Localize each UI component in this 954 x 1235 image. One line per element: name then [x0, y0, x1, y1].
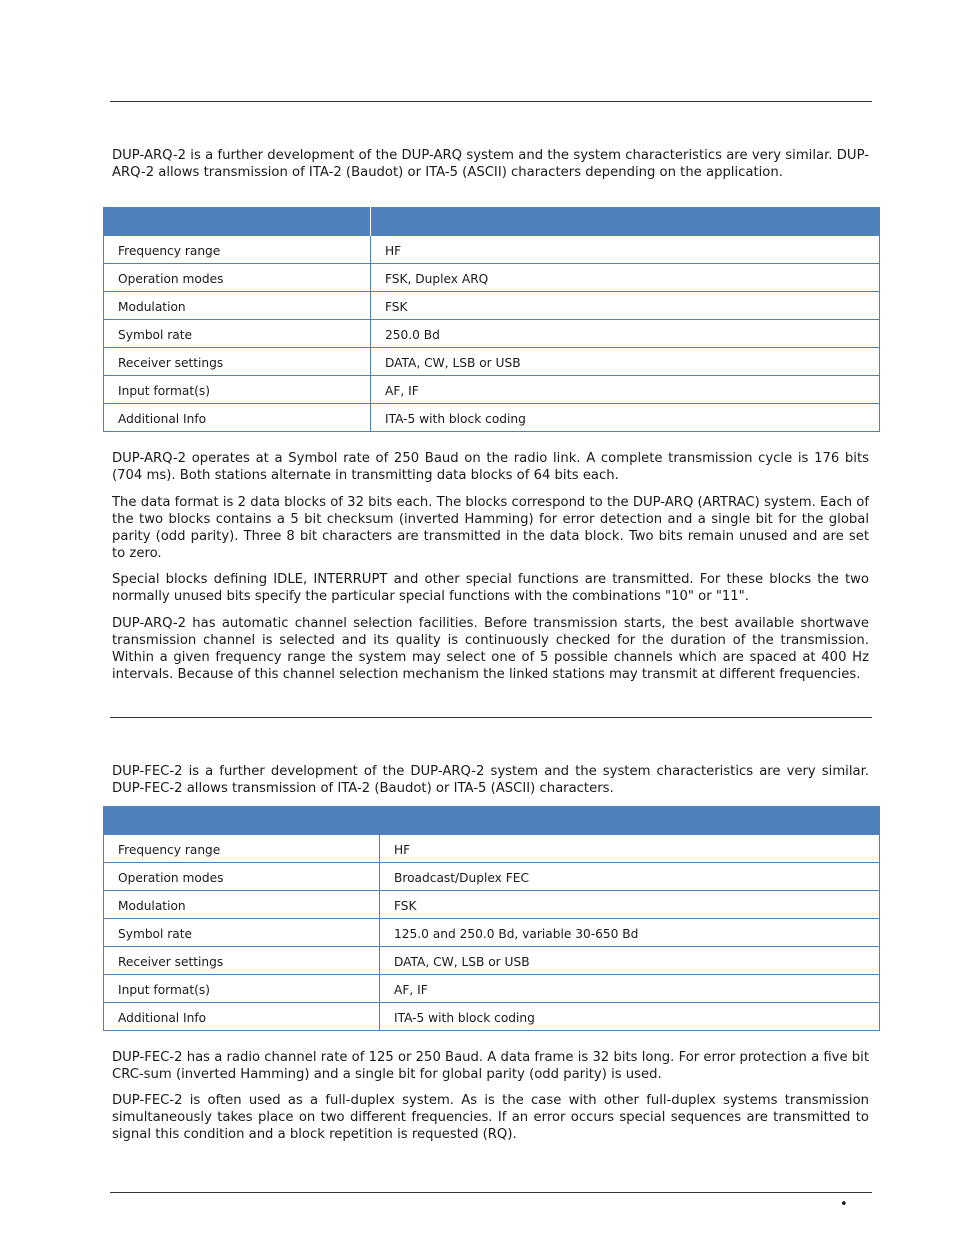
table-row: [104, 292, 880, 320]
spec-label: Frequency range: [104, 236, 371, 264]
table-row: [104, 376, 880, 404]
table-row: [104, 919, 880, 947]
spec-value: ITA-5 with block coding: [371, 404, 880, 432]
header-rule: [110, 101, 872, 102]
dup-arq2-spec-table: [103, 207, 880, 432]
section-divider-rule: [110, 717, 872, 718]
spec-header: [104, 807, 880, 835]
spec-table-header: [104, 807, 880, 835]
dup-arq2-paragraph-timing: DUP-ARQ-2 operates at a Symbol rate of 250 Baud on the radio link. A complete transmission cycle is 176 bits (704 ms). Both stations alternate in transmitting data blocks of 64 bits each.: [112, 451, 869, 483]
spec-value: Broadcast/Duplex FEC: [380, 863, 880, 891]
table-row: [104, 891, 880, 919]
footer-bullet: •: [840, 1197, 848, 1212]
dup-fec2-paragraph-full-duplex: DUP-FEC-2 is often used as a full-duplex system. As is the case with other full-duplex systems transmission simultaneously takes place on two different frequencies. If an error occurs special sequences are transmitted to signal this condition and a block repetition is requested (RQ).: [112, 1093, 869, 1142]
table-row: [104, 264, 880, 292]
footer-rule: [110, 1192, 872, 1193]
spec-value: 250.0 Bd: [371, 320, 880, 348]
table-row: [104, 863, 880, 891]
spec-value: FSK: [371, 292, 880, 320]
spec-table-header: [104, 208, 880, 236]
spec-label: Frequency range: [104, 835, 380, 863]
spec-value: DATA, CW, LSB or USB: [380, 947, 880, 975]
dup-arq2-paragraph-special-blocks: Special blocks defining IDLE, INTERRUPT and other special functions are transmitted. For these blocks the two normally unused bits specify the particular special functions with the combinations "10" or "11".: [112, 572, 869, 604]
dup-fec2-paragraph-channel-rate: DUP-FEC-2 has a radio channel rate of 125 or 250 Baud. A data frame is 32 bits long. For error protection a five bit CRC-sum (inverted Hamming) and a single bit for global parity (odd parity) is used.: [112, 1050, 869, 1082]
spec-label: Symbol rate: [104, 320, 371, 348]
spec-value: ITA-5 with block coding: [380, 1003, 880, 1031]
table-row: [104, 835, 880, 863]
dup-arq2-intro: DUP-ARQ-2 is a further development of the DUP-ARQ system and the system characteristics are very similar. DUP-ARQ-2 allows transmission of ITA-2 (Baudot) or ITA-5 (ASCII) characters depending on the application.: [112, 148, 869, 180]
table-row: [104, 236, 880, 264]
spec-value: HF: [371, 236, 880, 264]
spec-label: Additional Info: [104, 404, 371, 432]
spec-label: Receiver settings: [104, 348, 371, 376]
spec-value: 125.0 and 250.0 Bd, variable 30-650 Bd: [380, 919, 880, 947]
spec-label: Modulation: [104, 891, 380, 919]
spec-label: Operation modes: [104, 264, 371, 292]
spec-header-parameter: [104, 208, 371, 236]
spec-value: HF: [380, 835, 880, 863]
dup-fec2-intro: DUP-FEC-2 is a further development of the DUP-ARQ-2 system and the system characteristics are very similar. DUP-FEC-2 allows transmission of ITA-2 (Baudot) or ITA-5 (ASCII) characters.: [112, 764, 869, 796]
table-row: [104, 348, 880, 376]
spec-value: DATA, CW, LSB or USB: [371, 348, 880, 376]
table-row: [104, 320, 880, 348]
spec-value: AF, IF: [380, 975, 880, 1003]
table-row: [104, 1003, 880, 1031]
spec-value: FSK: [380, 891, 880, 919]
spec-header-value: [371, 208, 880, 236]
dup-arq2-paragraph-channel-selection: DUP-ARQ-2 has automatic channel selection facilities. Before transmission starts, the best available shortwave transmission channel is selected and its quality is continuously checked for the duration of the transmission. Within a given frequency range the system may select one of 5 possible channels which are spaced at 400 Hz intervals. Because of this channel selection mechanism the linked stations may transmit at different frequencies.: [112, 616, 869, 682]
spec-value: FSK, Duplex ARQ: [371, 264, 880, 292]
spec-label: Modulation: [104, 292, 371, 320]
spec-value: AF, IF: [371, 376, 880, 404]
spec-label: Input format(s): [104, 376, 371, 404]
spec-label: Additional Info: [104, 1003, 380, 1031]
table-row: [104, 975, 880, 1003]
spec-label: Operation modes: [104, 863, 380, 891]
dup-arq2-paragraph-data-format: The data format is 2 data blocks of 32 bits each. The blocks correspond to the DUP-ARQ (ARTRAC) system. Each of the two blocks contains a 5 bit checksum (inverted Hamming) for error detection and a single bit for the global parity (odd parity). Three 8 bit characters are transmitted in the data block. Two bits remain unused and are set to zero.: [112, 495, 869, 561]
table-row: [104, 404, 880, 432]
dup-fec2-spec-table: [103, 806, 880, 1031]
spec-label: Input format(s): [104, 975, 380, 1003]
table-row: [104, 947, 880, 975]
spec-label: Symbol rate: [104, 919, 380, 947]
spec-label: Receiver settings: [104, 947, 380, 975]
